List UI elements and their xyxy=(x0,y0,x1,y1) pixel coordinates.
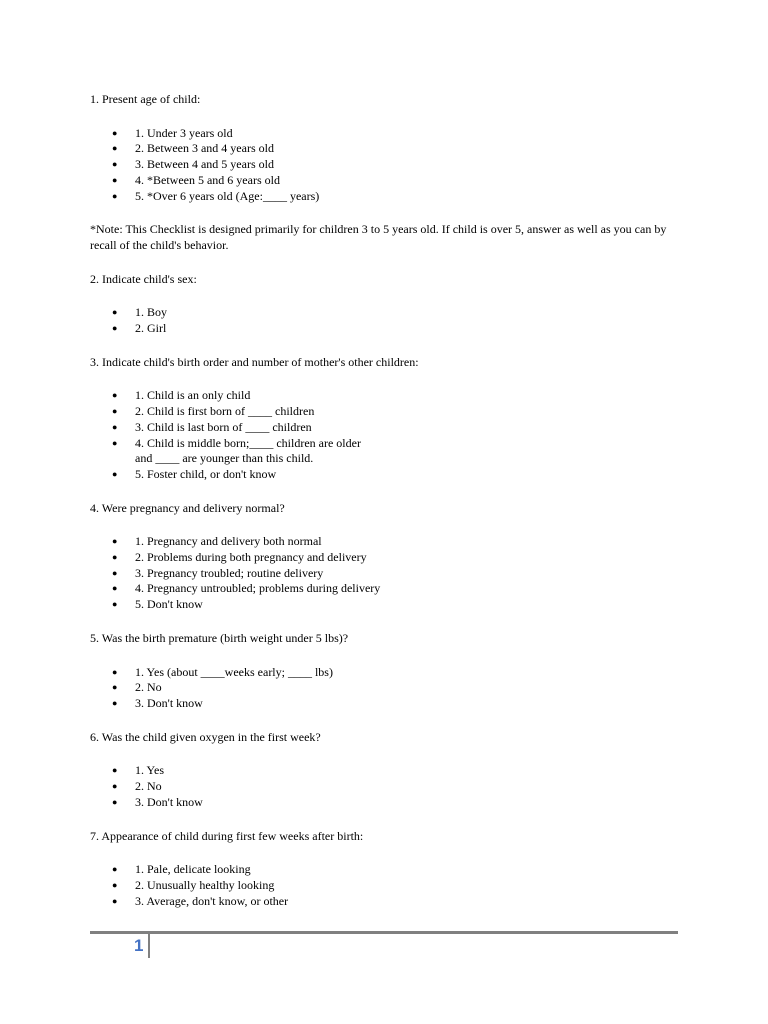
option-text: 1. Yes xyxy=(135,763,165,778)
option-text: 2. Problems during both pregnancy and delivery xyxy=(135,550,367,565)
option-item xyxy=(90,862,690,878)
footer-rule xyxy=(90,931,678,934)
bullet-icon: ● xyxy=(112,437,118,448)
option-item xyxy=(90,763,690,779)
bullet-icon: ● xyxy=(112,143,118,154)
bullet-icon: ● xyxy=(112,879,118,890)
bullet-icon: ● xyxy=(112,599,118,610)
question-block xyxy=(90,730,690,811)
bullet-icon: ● xyxy=(112,796,118,807)
option-item xyxy=(90,597,690,613)
option-item xyxy=(90,878,690,894)
option-item xyxy=(90,779,690,795)
option-item xyxy=(90,581,690,597)
bullet-icon: ● xyxy=(112,468,118,479)
question-text: 4. Were pregnancy and delivery normal? xyxy=(90,500,285,515)
option-text: 5. Foster child, or don't know xyxy=(135,466,277,481)
question-block xyxy=(90,355,690,483)
option-text: 1. Boy xyxy=(135,305,168,320)
question-block xyxy=(90,631,690,712)
option-text: 2. Unusually healthy looking xyxy=(135,877,275,892)
question-block xyxy=(90,272,690,337)
bullet-icon: ● xyxy=(112,697,118,708)
option-text: 1. Pale, delicate looking xyxy=(135,862,251,877)
bullet-icon: ● xyxy=(112,781,118,792)
document-body xyxy=(90,92,690,927)
option-text: 1. Yes (about ____weeks early; ____ lbs) xyxy=(135,664,333,679)
option-text: 4. Child is middle born;____ children are older xyxy=(135,435,361,450)
option-text: and ____ are younger than this child. xyxy=(135,451,314,466)
option-text: 3. Pregnancy troubled; routine delivery xyxy=(135,565,324,580)
option-text: 2. Child is first born of ____ children xyxy=(135,404,315,419)
option-item xyxy=(90,420,690,436)
option-item xyxy=(90,467,690,483)
question-block xyxy=(90,92,690,254)
option-item xyxy=(90,665,690,681)
option-text: 3. Don't know xyxy=(135,794,203,809)
bullet-icon: ● xyxy=(112,666,118,677)
question-text: 1. Present age of child: xyxy=(90,92,201,106)
option-item xyxy=(90,173,690,189)
option-item xyxy=(90,550,690,566)
option-item xyxy=(90,566,690,582)
option-text: 2. Between 3 and 4 years old xyxy=(135,141,274,156)
option-list xyxy=(90,862,690,909)
option-text: 4. Pregnancy untroubled; problems during delivery xyxy=(135,581,381,596)
bullet-icon: ● xyxy=(112,406,118,417)
bullet-icon: ● xyxy=(112,174,118,185)
bullet-icon: ● xyxy=(112,307,118,318)
bullet-icon: ● xyxy=(112,421,118,432)
option-text: 3. Between 4 and 5 years old xyxy=(135,157,274,172)
bullet-icon: ● xyxy=(112,190,118,201)
footer-separator xyxy=(148,934,150,958)
option-item xyxy=(90,534,690,550)
bullet-icon: ● xyxy=(112,390,118,401)
question-text: 7. Appearance of child during first few weeks after birth: xyxy=(90,828,364,843)
option-text: 3. Average, don't know, or other xyxy=(135,893,289,908)
option-list xyxy=(90,126,690,205)
option-item xyxy=(90,189,690,205)
note-text: *Note: This Checklist is designed primarily for children 3 to 5 years old. If child is over 5, answer as well as you can by recall of the child's behavior. xyxy=(90,222,667,252)
bullet-icon: ● xyxy=(112,159,118,170)
option-item xyxy=(90,795,690,811)
option-list xyxy=(90,534,690,613)
option-text: 3. Child is last born of ____ children xyxy=(135,419,312,434)
option-item xyxy=(90,894,690,910)
bullet-icon: ● xyxy=(112,583,118,594)
bullet-icon: ● xyxy=(112,323,118,334)
option-item xyxy=(90,126,690,142)
option-list xyxy=(90,388,690,482)
option-item xyxy=(90,321,690,337)
option-text: 1. Under 3 years old xyxy=(135,125,233,140)
bullet-icon: ● xyxy=(112,552,118,563)
question-text: 5. Was the birth premature (birth weight under 5 lbs)? xyxy=(90,630,349,645)
option-item xyxy=(90,388,690,404)
option-text: 2. Girl xyxy=(135,321,167,336)
bullet-icon: ● xyxy=(112,127,118,138)
option-item xyxy=(90,305,690,321)
option-item xyxy=(90,436,690,467)
option-item xyxy=(90,404,690,420)
option-text: 3. Don't know xyxy=(135,695,203,710)
option-text: 1. Child is an only child xyxy=(135,388,251,403)
question-text: 6. Was the child given oxygen in the first week? xyxy=(90,729,321,744)
option-list xyxy=(90,665,690,712)
option-text: 4. *Between 5 and 6 years old xyxy=(135,172,280,187)
bullet-icon: ● xyxy=(112,567,118,578)
question-text: 2. Indicate child's sex: xyxy=(90,271,197,286)
option-item xyxy=(90,157,690,173)
option-text: 1. Pregnancy and delivery both normal xyxy=(135,534,322,549)
bullet-icon: ● xyxy=(112,536,118,547)
question-text: 3. Indicate child's birth order and number of mother's other children: xyxy=(90,354,419,369)
bullet-icon: ● xyxy=(112,895,118,906)
option-list xyxy=(90,763,690,810)
page-number: 1 xyxy=(134,936,144,955)
option-text: 2. No xyxy=(135,779,162,794)
bullet-icon: ● xyxy=(112,864,118,875)
option-list xyxy=(90,305,690,336)
option-text: 2. No xyxy=(135,680,162,695)
question-block xyxy=(90,829,690,910)
option-text: 5. Don't know xyxy=(135,597,203,612)
option-text: 5. *Over 6 years old (Age:____ years) xyxy=(135,188,320,203)
option-item xyxy=(90,141,690,157)
bullet-icon: ● xyxy=(112,682,118,693)
option-item xyxy=(90,696,690,712)
bullet-icon: ● xyxy=(112,765,118,776)
question-block xyxy=(90,501,690,613)
option-item xyxy=(90,680,690,696)
